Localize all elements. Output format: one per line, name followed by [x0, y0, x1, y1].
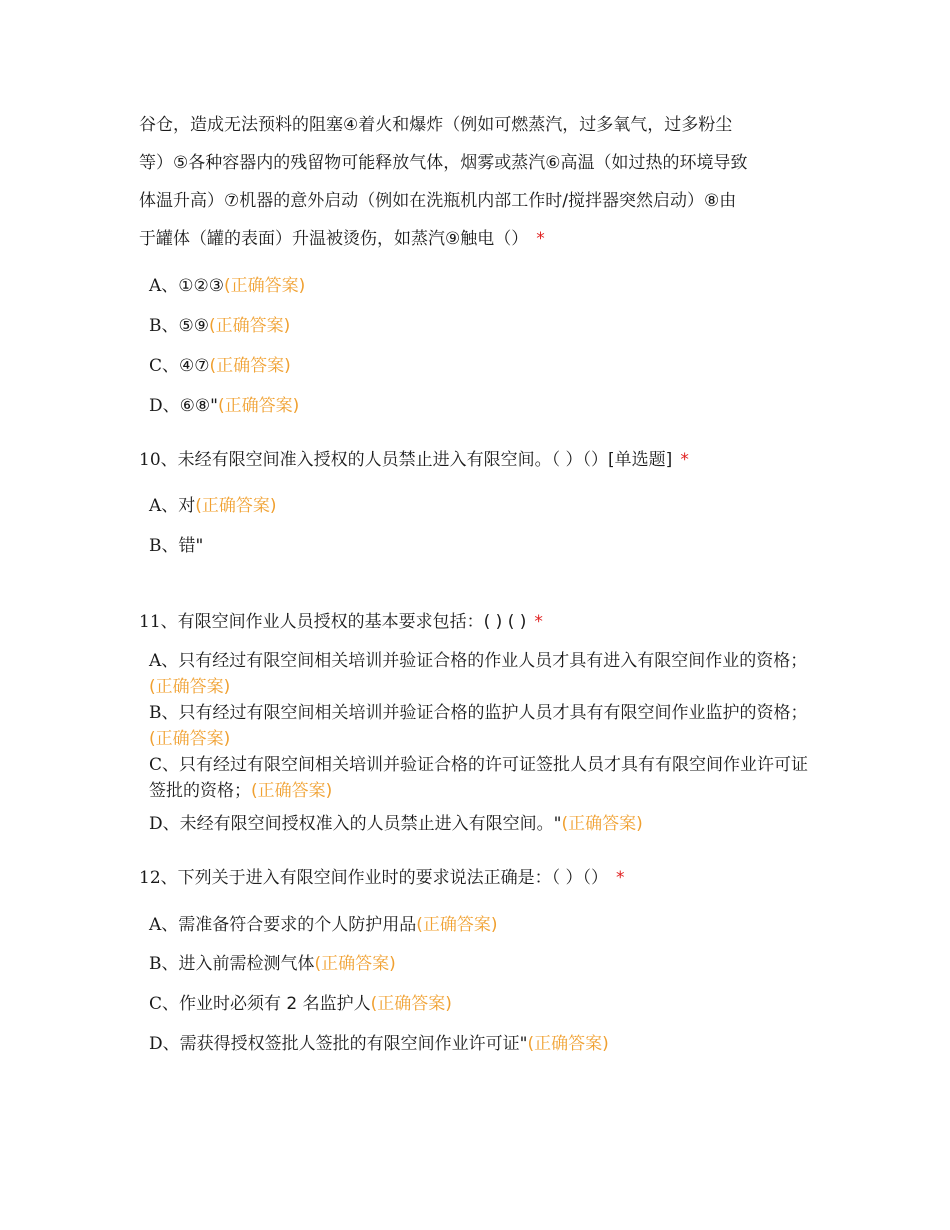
- correct-answer-tag: (正确答案): [195, 496, 277, 516]
- option-b[interactable]: [149, 313, 809, 339]
- correct-answer-tag: (正确答案): [224, 276, 306, 296]
- question-12-text: [139, 859, 811, 897]
- option-letter: A、: [149, 651, 179, 671]
- option-letter: A、: [149, 496, 179, 516]
- correct-answer-tag: (正确答案): [149, 729, 231, 749]
- correct-answer-tag: (正确答案): [208, 316, 291, 336]
- option-letter: B、: [149, 316, 179, 336]
- option-text: 错": [178, 536, 204, 556]
- correct-answer-tag: (正确答案): [314, 954, 396, 974]
- option-letter: D、: [149, 814, 180, 834]
- question-text-line: 等）⑤各种容器内的残留物可能释放气体，烟雾或蒸汽⑥高温（如过热的环境导致: [139, 153, 748, 173]
- option-text: 只有经过有限空间相关培训并验证合格的许可证签批人员才具有有限空间作业许可证签批的资格；: [149, 755, 809, 801]
- option-letter: A、: [149, 915, 179, 935]
- question-title: 未经有限空间准入授权的人员禁止进入有限空间。（ ）（）[单选题]: [177, 450, 673, 470]
- correct-answer-tag: (正确答案): [149, 677, 231, 697]
- required-star: *: [534, 612, 543, 632]
- option-text: 作业时必须有 2 名监护人: [179, 994, 371, 1014]
- option-text: 需获得授权签批人签批的有限空间作业许可证": [179, 1034, 528, 1054]
- correct-answer-tag: (正确答案): [561, 814, 643, 834]
- option-letter: C、: [149, 356, 180, 376]
- correct-answer-tag: (正确答案): [209, 356, 291, 376]
- correct-answer-tag: (正确答案): [370, 994, 452, 1014]
- question-number: 11、: [139, 612, 178, 632]
- correct-answer-tag: (正确答案): [416, 915, 498, 935]
- correct-answer-tag: (正确答案): [251, 781, 333, 801]
- required-star: *: [616, 868, 625, 888]
- option-letter: C、: [149, 994, 180, 1014]
- option-text: 只有经过有限空间相关培训并验证合格的监护人员才具有有限空间作业监护的资格；: [178, 703, 808, 723]
- option-text: 进入前需检测气体: [178, 954, 315, 974]
- option-text: 只有经过有限空间相关培训并验证合格的作业人员才具有进入有限空间作业的资格；: [178, 651, 808, 671]
- correct-answer-tag: (正确答案): [527, 1034, 609, 1054]
- option-a[interactable]: [149, 912, 809, 938]
- option-text: 需准备符合要求的个人防护用品: [178, 915, 417, 935]
- option-d[interactable]: [149, 1031, 809, 1057]
- question-number: 12、: [139, 868, 178, 888]
- option-letter: D、: [149, 396, 180, 416]
- question-text-line: 体温升高）⑦机器的意外启动（例如在洗瓶机内部工作时/搅拌器突然启动）⑧由: [139, 191, 737, 211]
- question-9-text: [139, 106, 811, 258]
- option-letter: B、: [149, 703, 179, 723]
- question-11-text: [139, 603, 811, 641]
- option-letter: C、: [149, 755, 180, 775]
- option-letter: A、: [149, 276, 179, 296]
- option-text: ④⑦: [179, 356, 210, 376]
- option-d[interactable]: [149, 393, 809, 419]
- question-title: 下列关于进入有限空间作业时的要求说法正确是：（ ）（）: [177, 868, 609, 888]
- question-text-line: [139, 220, 811, 258]
- option-c[interactable]: [149, 991, 809, 1017]
- option-c[interactable]: [149, 752, 809, 804]
- option-letter: D、: [149, 1034, 180, 1054]
- option-text: ①②③: [178, 276, 225, 296]
- option-b[interactable]: [149, 951, 809, 977]
- option-text: 对: [178, 496, 196, 516]
- option-b[interactable]: [149, 700, 809, 752]
- question-10-text: [139, 441, 811, 479]
- required-star: *: [536, 229, 545, 249]
- option-a[interactable]: [149, 273, 809, 299]
- question-text-line: 谷仓，造成无法预料的阻塞④着火和爆炸（例如可燃蒸汽，过多氧气，过多粉尘: [139, 115, 733, 135]
- option-text: 未经有限空间授权准入的人员禁止进入有限空间。": [179, 814, 562, 834]
- required-star: *: [680, 450, 689, 470]
- question-text-last: 于罐体（罐的表面）升温被烫伤，如蒸汽⑨触电（）: [139, 229, 529, 249]
- option-text: ⑤⑨: [178, 316, 209, 336]
- correct-answer-tag: (正确答案): [217, 396, 300, 416]
- option-b[interactable]: [149, 533, 809, 559]
- option-d[interactable]: [149, 811, 809, 837]
- option-letter: B、: [149, 536, 179, 556]
- option-text: ⑥⑧": [179, 396, 218, 416]
- option-a[interactable]: [149, 648, 809, 700]
- option-a[interactable]: [149, 493, 809, 519]
- question-title: 有限空间作业人员授权的基本要求包括：( ) ( ): [177, 612, 527, 632]
- option-c[interactable]: [149, 353, 809, 379]
- option-letter: B、: [149, 954, 179, 974]
- question-number: 10、: [139, 450, 178, 470]
